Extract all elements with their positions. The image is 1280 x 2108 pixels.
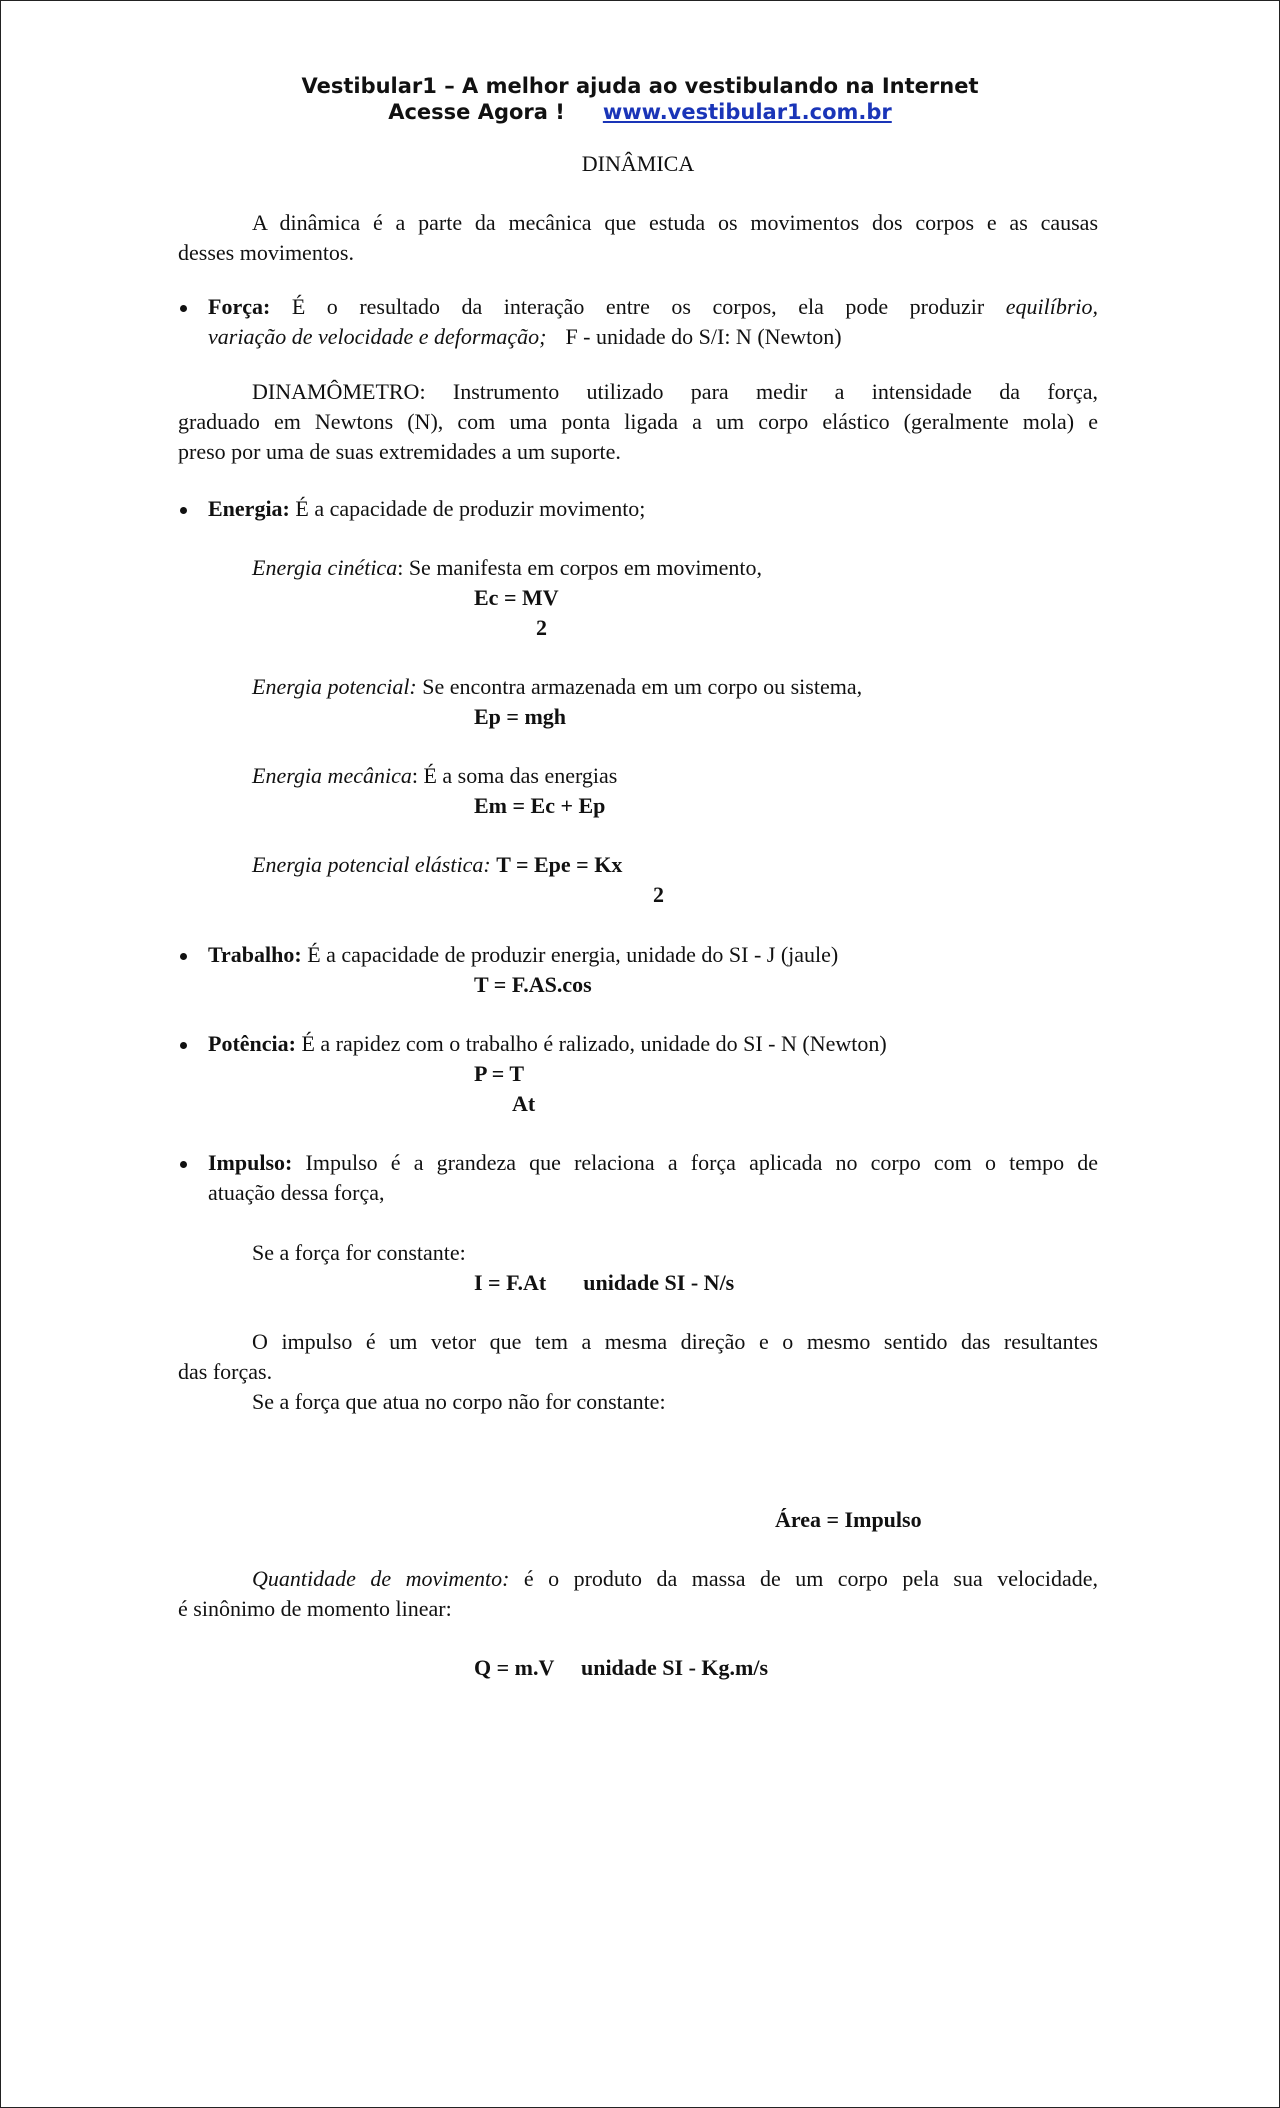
forca-italic-1: equilíbrio, [1005, 294, 1098, 319]
impulso-nao-constante: Se a força que atua no corpo não for constante: [252, 1389, 666, 1414]
forca-text: É o resultado da interação entre os corpos, ela pode produzir [291, 294, 985, 319]
bullet-trabalho [180, 953, 187, 960]
impulso-item [208, 1148, 1098, 1208]
impulso-constante: Se a força for constante: [252, 1240, 466, 1265]
energia-elastica-formula: T = Epe = Kx [496, 852, 623, 877]
quantidade-line-2: é sinônimo de momento linear: [178, 1596, 452, 1621]
intro-line-2: desses movimentos. [178, 240, 354, 265]
dinamometro-line-3: preso por uma de suas extremidades a um suporte. [178, 439, 621, 464]
energia-item [208, 494, 645, 524]
bullet-potencia [180, 1042, 187, 1049]
quantidade-formula-line [474, 1653, 768, 1683]
quantidade-text: é o produto da massa de um corpo pela sua velocidade, [523, 1566, 1099, 1591]
dinamometro-line-2: graduado em Newtons (N), com uma ponta ligada a um corpo elástico (geralmente mola) e [178, 409, 1098, 434]
impulso-line-2: atuação dessa força, [208, 1180, 385, 1205]
bullet-impulso [180, 1161, 187, 1168]
dinamometro-line-1: DINAMÔMETRO: Instrumento utilizado para medir a intensidade da força, [252, 379, 1098, 404]
energia-potencial-line [252, 672, 862, 702]
forca-label: Força: [208, 294, 271, 319]
trabalho-formula: T = F.AS.cos [474, 972, 592, 997]
energia-label: Energia: [208, 496, 290, 521]
impulso-area: Área = Impulso [775, 1507, 922, 1532]
quantidade-line-1 [178, 1564, 1098, 1594]
quantidade-label: Quantidade de movimento: [252, 1566, 510, 1591]
site-link[interactable]: www.vestibular1.com.br [602, 100, 892, 124]
energia-cinetica-line [252, 553, 762, 583]
access-now-label: Acesse Agora ! [388, 100, 565, 124]
energia-elastica-line [252, 850, 622, 880]
energia-elastica-denominator: 2 [653, 882, 664, 907]
impulso-label: Impulso: [208, 1150, 293, 1175]
energia-mecanica-formula: Em = Ec + Ep [474, 793, 606, 818]
trabalho-label: Trabalho: [208, 942, 302, 967]
energia-potencial-text: Se encontra armazenada em um corpo ou sistema, [422, 674, 863, 699]
impulso-formula-line [474, 1268, 734, 1298]
site-header-access-line [0, 100, 1280, 124]
energia-mecanica-line [252, 761, 617, 791]
energia-cinetica-denominator: 2 [536, 615, 547, 640]
page-title: DINÂMICA [581, 151, 695, 176]
forca-unit: F - unidade do S/I: N (Newton) [565, 324, 842, 349]
forca-item [208, 292, 1098, 352]
trabalho-text: É a capacidade de produzir energia, unidade do SI - J (jaule) [307, 942, 839, 967]
impulso-line-1 [208, 1148, 1098, 1178]
energia-elastica-label: Energia potencial elástica: [252, 852, 491, 877]
potencia-item [208, 1029, 887, 1059]
site-header-tagline: Vestibular1 – A melhor ajuda ao vestibulando na Internet [301, 74, 979, 98]
potencia-label: Potência: [208, 1031, 296, 1056]
intro-paragraph [178, 208, 1098, 268]
energia-cinetica-formula: Ec = MV [474, 585, 559, 610]
quantidade-formula: Q = m.V [474, 1655, 554, 1680]
forca-italic-2: variação de velocidade e deformação; [208, 324, 547, 349]
forca-line-1 [208, 292, 1098, 322]
energia-cinetica-label: Energia cinética [252, 555, 398, 580]
impulso-text: Impulso é a grandeza que relaciona a força aplicada no corpo com o tempo de [305, 1150, 1098, 1175]
bullet-forca [180, 305, 187, 312]
impulso-formula: I = F.At [474, 1270, 547, 1295]
bullet-energia [180, 507, 187, 514]
impulso-vetor-paragraph [178, 1327, 1098, 1417]
quantidade-paragraph [178, 1564, 1098, 1624]
intro-line-1: A dinâmica é a parte da mecânica que estuda os movimentos dos corpos e as causas [252, 210, 1098, 235]
energia-text: É a capacidade de produzir movimento; [295, 496, 646, 521]
impulso-vetor-line-2: das forças. [178, 1359, 273, 1384]
impulso-vetor-line-1: O impulso é um vetor que tem a mesma direção e o mesmo sentido das resultantes [252, 1329, 1098, 1354]
potencia-formula: P = T [474, 1061, 525, 1086]
impulso-unit: unidade SI - N/s [583, 1270, 735, 1295]
energia-mecanica-text: : É a soma das energias [411, 763, 618, 788]
energia-potencial-label: Energia potencial: [252, 674, 417, 699]
potencia-text: É a rapidez com o trabalho é ralizado, unidade do SI - N (Newton) [301, 1031, 887, 1056]
energia-potencial-formula: Ep = mgh [474, 704, 567, 729]
energia-mecanica-label: Energia mecânica [252, 763, 412, 788]
energia-cinetica-text: : Se manifesta em corpos em movimento, [397, 555, 762, 580]
potencia-denominator: At [512, 1091, 536, 1116]
dinamometro-paragraph [178, 377, 1098, 467]
quantidade-unit: unidade SI - Kg.m/s [580, 1655, 769, 1680]
forca-line-2 [208, 322, 1098, 352]
trabalho-item [208, 940, 838, 970]
